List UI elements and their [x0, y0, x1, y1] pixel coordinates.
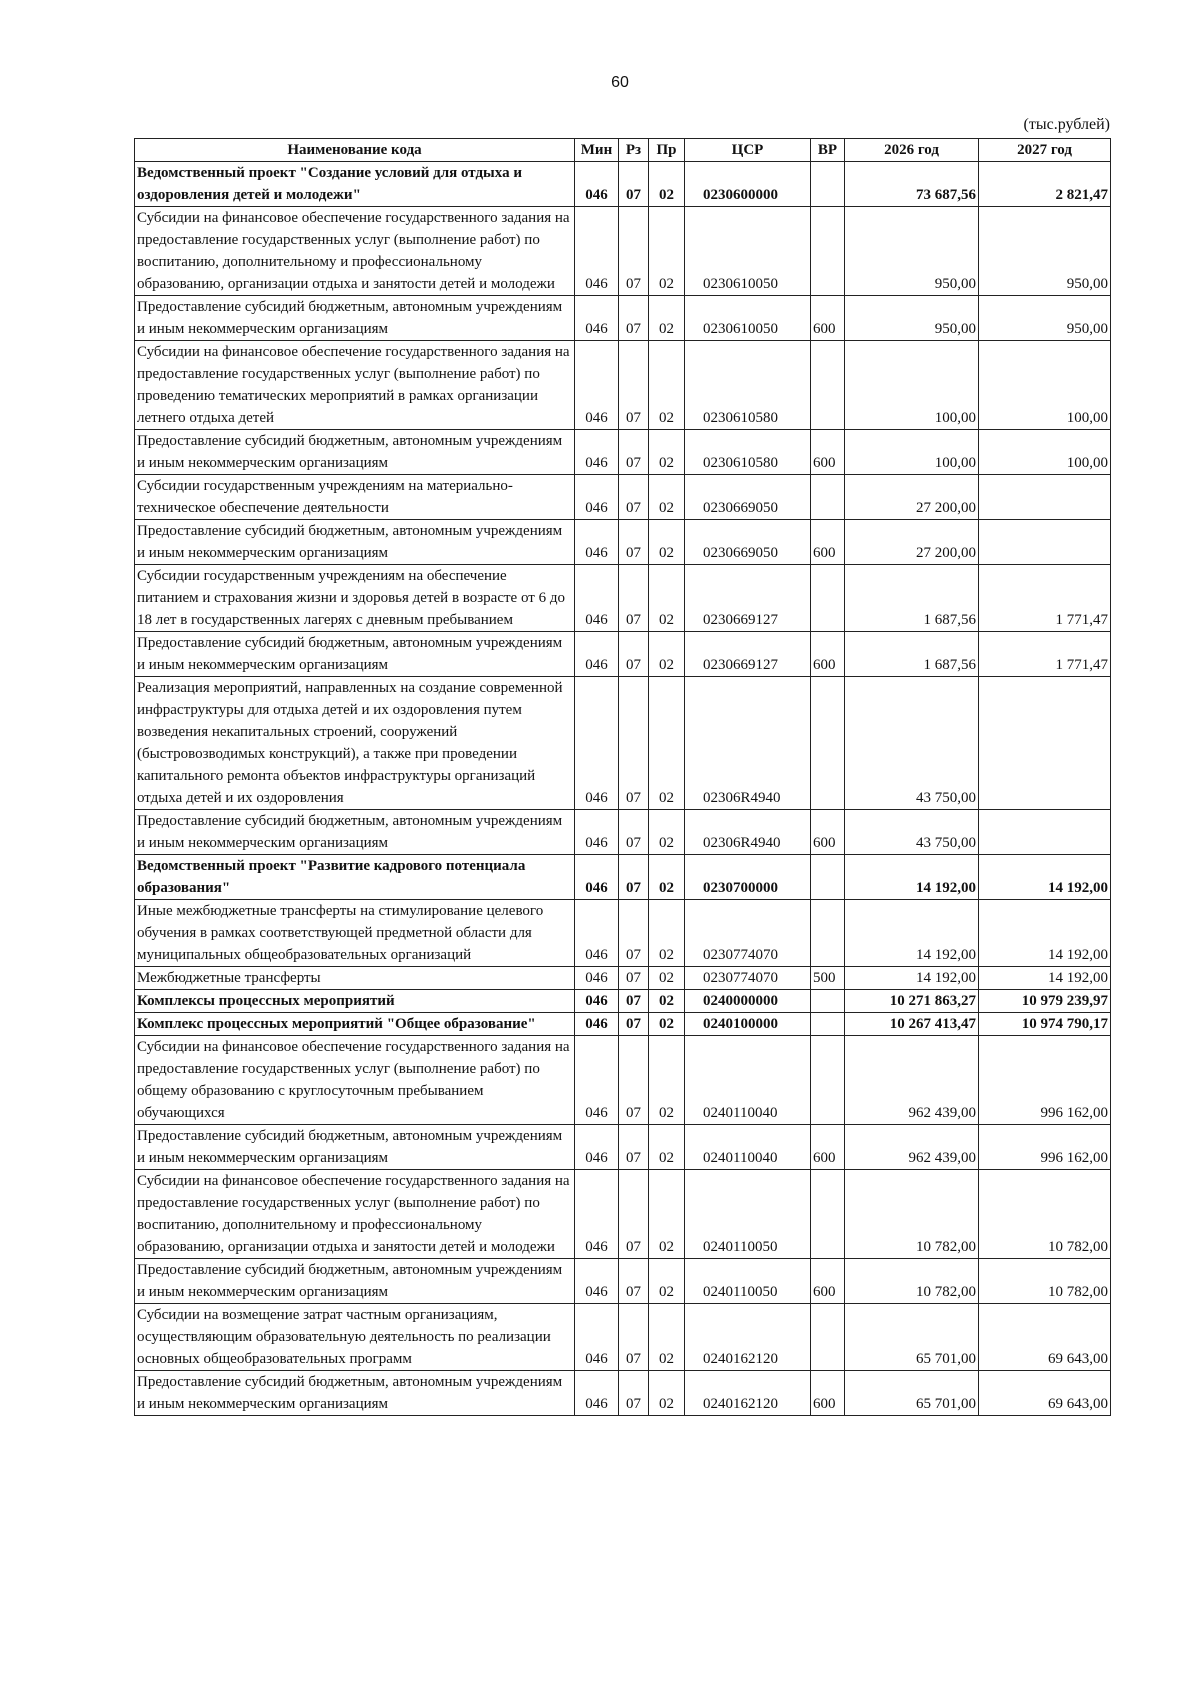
cell-name: Субсидии государственным учреждениям на материально-техническое обеспечение деятельности	[135, 475, 575, 520]
cell-2026: 14 192,00	[845, 967, 979, 990]
table-row	[135, 520, 1111, 565]
cell-min: 046	[575, 1125, 619, 1170]
table-row	[135, 565, 1111, 632]
cell-2027	[979, 520, 1111, 565]
table-row	[135, 632, 1111, 677]
cell-name: Субсидии на финансовое обеспечение государственного задания на предоставление государственных услуг (выполнение работ) по общему образованию с круглосуточным пребыванием обучающихся	[135, 1036, 575, 1125]
cell-vr: 600	[811, 632, 845, 677]
table-row	[135, 855, 1111, 900]
cell-csr: 0230610580	[685, 430, 811, 475]
cell-vr	[811, 1036, 845, 1125]
table-row	[135, 1125, 1111, 1170]
cell-name: Субсидии на возмещение затрат частным организациям, осуществляющим образовательную деятельность по реализации основных общеобразовательных программ	[135, 1304, 575, 1371]
cell-rz: 07	[619, 1013, 649, 1036]
cell-name: Предоставление субсидий бюджетным, автономным учреждениям и иным некоммерческим организациям	[135, 430, 575, 475]
cell-rz: 07	[619, 296, 649, 341]
cell-2026: 962 439,00	[845, 1036, 979, 1125]
cell-vr	[811, 1304, 845, 1371]
cell-vr	[811, 475, 845, 520]
cell-rz: 07	[619, 632, 649, 677]
cell-csr: 0230774070	[685, 967, 811, 990]
cell-csr: 0240162120	[685, 1304, 811, 1371]
cell-rz: 07	[619, 810, 649, 855]
cell-min: 046	[575, 475, 619, 520]
cell-2026: 10 782,00	[845, 1259, 979, 1304]
cell-2027: 996 162,00	[979, 1125, 1111, 1170]
table-row	[135, 900, 1111, 967]
cell-vr: 600	[811, 1259, 845, 1304]
cell-vr	[811, 900, 845, 967]
table-row	[135, 810, 1111, 855]
cell-name: Ведомственный проект "Создание условий для отдыха и оздоровления детей и молодежи"	[135, 162, 575, 207]
cell-name: Реализация мероприятий, направленных на создание современной инфраструктуры для отдыха детей и их оздоровления путем возведения некапитальных строений, сооружений (быстровозводимых конструкций), а также при проведении капитального ремонта объектов инфраструктуры организаций отдыха детей и их оздоровления	[135, 677, 575, 810]
cell-rz: 07	[619, 1036, 649, 1125]
cell-min: 046	[575, 1013, 619, 1036]
cell-pr: 02	[649, 855, 685, 900]
cell-csr: 0230600000	[685, 162, 811, 207]
cell-csr: 0230774070	[685, 900, 811, 967]
cell-2027: 14 192,00	[979, 900, 1111, 967]
cell-2026: 10 271 863,27	[845, 990, 979, 1013]
cell-2027: 2 821,47	[979, 162, 1111, 207]
cell-2026: 27 200,00	[845, 520, 979, 565]
cell-csr: 02306R4940	[685, 677, 811, 810]
cell-name: Субсидии на финансовое обеспечение государственного задания на предоставление государственных услуг (выполнение работ) по воспитанию, дополнительному и профессиональному образованию, организации отдыха и занятости детей и молодежи	[135, 207, 575, 296]
cell-vr: 600	[811, 430, 845, 475]
cell-2027: 950,00	[979, 296, 1111, 341]
table-row	[135, 677, 1111, 810]
cell-2026: 43 750,00	[845, 677, 979, 810]
cell-vr	[811, 565, 845, 632]
cell-csr: 0230610050	[685, 207, 811, 296]
cell-2026: 100,00	[845, 341, 979, 430]
cell-2026: 43 750,00	[845, 810, 979, 855]
cell-rz: 07	[619, 900, 649, 967]
header-2027: 2027 год	[979, 139, 1111, 162]
cell-csr: 0230610050	[685, 296, 811, 341]
cell-min: 046	[575, 967, 619, 990]
cell-csr: 0240100000	[685, 1013, 811, 1036]
cell-min: 046	[575, 565, 619, 632]
cell-min: 046	[575, 677, 619, 810]
cell-2027: 1 771,47	[979, 632, 1111, 677]
table-row	[135, 1304, 1111, 1371]
page-number: 60	[611, 74, 629, 91]
cell-csr: 02306R4940	[685, 810, 811, 855]
header-pr: Пр	[649, 139, 685, 162]
cell-pr: 02	[649, 475, 685, 520]
table-row	[135, 1036, 1111, 1125]
cell-name: Субсидии на финансовое обеспечение государственного задания на предоставление государственных услуг (выполнение работ) по проведению тематических мероприятий в рамках организации летнего отдыха детей	[135, 341, 575, 430]
cell-name: Комплексы процессных мероприятий	[135, 990, 575, 1013]
cell-2027: 100,00	[979, 430, 1111, 475]
cell-min: 046	[575, 900, 619, 967]
cell-rz: 07	[619, 1170, 649, 1259]
cell-vr	[811, 162, 845, 207]
cell-vr: 600	[811, 520, 845, 565]
cell-name: Субсидии на финансовое обеспечение государственного задания на предоставление государственных услуг (выполнение работ) по воспитанию, дополнительному и профессиональному образованию, организации отдыха и занятости детей и молодежи	[135, 1170, 575, 1259]
table-header-row	[135, 139, 1111, 162]
cell-rz: 07	[619, 1125, 649, 1170]
cell-min: 046	[575, 296, 619, 341]
cell-vr: 600	[811, 1125, 845, 1170]
cell-min: 046	[575, 1259, 619, 1304]
cell-pr: 02	[649, 1013, 685, 1036]
cell-2027: 1 771,47	[979, 565, 1111, 632]
cell-vr	[811, 341, 845, 430]
cell-2026: 65 701,00	[845, 1304, 979, 1371]
cell-pr: 02	[649, 520, 685, 565]
cell-2027: 10 979 239,97	[979, 990, 1111, 1013]
cell-name: Ведомственный проект "Развитие кадрового потенциала образования"	[135, 855, 575, 900]
cell-pr: 02	[649, 632, 685, 677]
cell-pr: 02	[649, 677, 685, 810]
cell-rz: 07	[619, 1304, 649, 1371]
cell-rz: 07	[619, 341, 649, 430]
table-row	[135, 296, 1111, 341]
cell-2026: 950,00	[845, 296, 979, 341]
cell-vr	[811, 677, 845, 810]
cell-rz: 07	[619, 967, 649, 990]
table-row	[135, 990, 1111, 1013]
cell-pr: 02	[649, 1259, 685, 1304]
cell-pr: 02	[649, 207, 685, 296]
cell-name: Межбюджетные трансферты	[135, 967, 575, 990]
cell-pr: 02	[649, 1304, 685, 1371]
cell-pr: 02	[649, 1170, 685, 1259]
cell-rz: 07	[619, 475, 649, 520]
cell-vr	[811, 990, 845, 1013]
cell-2027: 10 782,00	[979, 1170, 1111, 1259]
cell-vr	[811, 1013, 845, 1036]
cell-rz: 07	[619, 855, 649, 900]
cell-min: 046	[575, 810, 619, 855]
cell-2027: 10 782,00	[979, 1259, 1111, 1304]
cell-pr: 02	[649, 1371, 685, 1416]
cell-2026: 27 200,00	[845, 475, 979, 520]
cell-min: 046	[575, 1371, 619, 1416]
table-row	[135, 475, 1111, 520]
cell-vr: 600	[811, 296, 845, 341]
header-min: Мин	[575, 139, 619, 162]
table-row	[135, 430, 1111, 475]
cell-rz: 07	[619, 1371, 649, 1416]
cell-pr: 02	[649, 341, 685, 430]
cell-csr: 0230669127	[685, 565, 811, 632]
cell-csr: 0240110040	[685, 1036, 811, 1125]
cell-2027: 14 192,00	[979, 855, 1111, 900]
cell-rz: 07	[619, 565, 649, 632]
cell-2027	[979, 810, 1111, 855]
table-row	[135, 967, 1111, 990]
cell-2027	[979, 475, 1111, 520]
cell-name: Предоставление субсидий бюджетным, автономным учреждениям и иным некоммерческим организациям	[135, 1125, 575, 1170]
table-row	[135, 1170, 1111, 1259]
table-row	[135, 207, 1111, 296]
cell-2026: 950,00	[845, 207, 979, 296]
cell-pr: 02	[649, 967, 685, 990]
table-body	[135, 162, 1111, 1416]
cell-pr: 02	[649, 1125, 685, 1170]
cell-2026: 1 687,56	[845, 565, 979, 632]
cell-csr: 0240162120	[685, 1371, 811, 1416]
cell-pr: 02	[649, 162, 685, 207]
cell-2026: 10 782,00	[845, 1170, 979, 1259]
table-row	[135, 1371, 1111, 1416]
budget-table	[134, 138, 1111, 1416]
cell-2026: 14 192,00	[845, 855, 979, 900]
cell-vr	[811, 855, 845, 900]
cell-name: Комплекс процессных мероприятий "Общее образование"	[135, 1013, 575, 1036]
cell-2027: 69 643,00	[979, 1371, 1111, 1416]
units-label: (тыс.рублей)	[1023, 116, 1110, 133]
cell-pr: 02	[649, 1036, 685, 1125]
cell-name: Субсидии государственным учреждениям на обеспечение питанием и страхования жизни и здоровья детей в возрасте от 6 до 18 лет в государственных лагерях с дневным пребыванием	[135, 565, 575, 632]
cell-min: 046	[575, 520, 619, 565]
cell-min: 046	[575, 162, 619, 207]
cell-2026: 14 192,00	[845, 900, 979, 967]
cell-2027: 996 162,00	[979, 1036, 1111, 1125]
cell-pr: 02	[649, 900, 685, 967]
cell-2027: 950,00	[979, 207, 1111, 296]
cell-2027	[979, 677, 1111, 810]
cell-name: Предоставление субсидий бюджетным, автономным учреждениям и иным некоммерческим организациям	[135, 1259, 575, 1304]
cell-name: Предоставление субсидий бюджетным, автономным учреждениям и иным некоммерческим организациям	[135, 632, 575, 677]
cell-vr	[811, 207, 845, 296]
cell-min: 046	[575, 855, 619, 900]
cell-2026: 100,00	[845, 430, 979, 475]
cell-csr: 0230700000	[685, 855, 811, 900]
cell-min: 046	[575, 1036, 619, 1125]
header-vr: ВР	[811, 139, 845, 162]
header-csr: ЦСР	[685, 139, 811, 162]
cell-rz: 07	[619, 677, 649, 810]
cell-vr: 600	[811, 810, 845, 855]
cell-min: 046	[575, 1304, 619, 1371]
cell-csr: 0230669127	[685, 632, 811, 677]
cell-rz: 07	[619, 1259, 649, 1304]
cell-pr: 02	[649, 430, 685, 475]
cell-min: 046	[575, 1170, 619, 1259]
cell-rz: 07	[619, 520, 649, 565]
cell-rz: 07	[619, 430, 649, 475]
cell-name: Иные межбюджетные трансферты на стимулирование целевого обучения в рамках соответствующей предметной области для муниципальных общеобразовательных организаций	[135, 900, 575, 967]
cell-pr: 02	[649, 810, 685, 855]
cell-vr: 600	[811, 1371, 845, 1416]
cell-2026: 962 439,00	[845, 1125, 979, 1170]
cell-pr: 02	[649, 565, 685, 632]
cell-csr: 0240000000	[685, 990, 811, 1013]
cell-vr: 500	[811, 967, 845, 990]
cell-min: 046	[575, 990, 619, 1013]
cell-min: 046	[575, 207, 619, 296]
header-2026: 2026 год	[845, 139, 979, 162]
cell-2027: 14 192,00	[979, 967, 1111, 990]
cell-min: 046	[575, 341, 619, 430]
cell-csr: 0230669050	[685, 520, 811, 565]
cell-vr	[811, 1170, 845, 1259]
cell-name: Предоставление субсидий бюджетным, автономным учреждениям и иным некоммерческим организациям	[135, 810, 575, 855]
header-name: Наименование кода	[135, 139, 575, 162]
table-row	[135, 1259, 1111, 1304]
cell-csr: 0230669050	[685, 475, 811, 520]
cell-rz: 07	[619, 990, 649, 1013]
cell-2027: 69 643,00	[979, 1304, 1111, 1371]
cell-name: Предоставление субсидий бюджетным, автономным учреждениям и иным некоммерческим организациям	[135, 1371, 575, 1416]
cell-2027: 10 974 790,17	[979, 1013, 1111, 1036]
cell-name: Предоставление субсидий бюджетным, автономным учреждениям и иным некоммерческим организациям	[135, 296, 575, 341]
cell-rz: 07	[619, 162, 649, 207]
cell-min: 046	[575, 430, 619, 475]
table-row	[135, 1013, 1111, 1036]
cell-2026: 10 267 413,47	[845, 1013, 979, 1036]
cell-name: Предоставление субсидий бюджетным, автономным учреждениям и иным некоммерческим организациям	[135, 520, 575, 565]
cell-rz: 07	[619, 207, 649, 296]
table-row	[135, 162, 1111, 207]
cell-csr: 0240110050	[685, 1170, 811, 1259]
cell-csr: 0230610580	[685, 341, 811, 430]
header-rz: Рз	[619, 139, 649, 162]
cell-2027: 100,00	[979, 341, 1111, 430]
cell-pr: 02	[649, 296, 685, 341]
cell-2026: 65 701,00	[845, 1371, 979, 1416]
cell-2026: 1 687,56	[845, 632, 979, 677]
cell-csr: 0240110050	[685, 1259, 811, 1304]
cell-pr: 02	[649, 990, 685, 1013]
cell-min: 046	[575, 632, 619, 677]
table-row	[135, 341, 1111, 430]
cell-2026: 73 687,56	[845, 162, 979, 207]
cell-csr: 0240110040	[685, 1125, 811, 1170]
